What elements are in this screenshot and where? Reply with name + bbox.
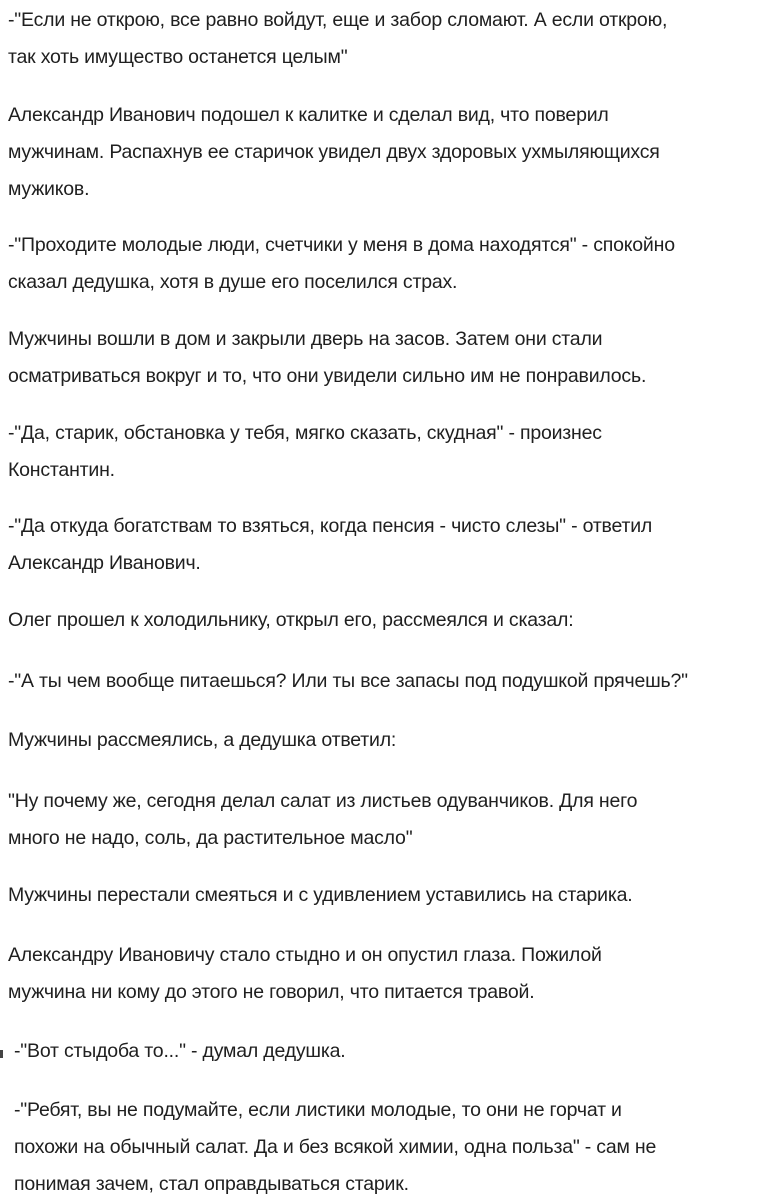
paragraph-3: -"Проходите молодые люди, счетчики у меня в дома находятся" - спокойно сказал дедушка, хотя в душе его поселился страх.: [8, 234, 675, 293]
paragraph-6: -"Да откуда богатствам то взяться, когда пенсия - чисто слезы" - ответил Александр Иванович.: [8, 515, 653, 574]
paragraph-11: Мужчины перестали смеяться и с удивлением уставились на старика.: [8, 884, 633, 906]
paragraph-5: -"Да, старик, обстановка у тебя, мягко сказать, скудная" - произнес Константин.: [8, 422, 602, 481]
paragraph-13: -"Вот стыдоба то..." - думал дедушка.: [14, 1040, 346, 1062]
left-edge-mark: [0, 1050, 3, 1058]
paragraph-9: Мужчины рассмеялись, а дедушка ответил:: [8, 729, 397, 751]
paragraph-10: "Ну почему же, сегодня делал салат из листьев одуванчиков. Для него много не надо, соль, да растительное масло": [8, 790, 638, 849]
paragraph-8: -"А ты чем вообще питаешься? Или ты все запасы под подушкой прячешь?": [8, 670, 688, 692]
paragraph-7: Олег прошел к холодильнику, открыл его, рассмеялся и сказал:: [8, 609, 574, 631]
paragraph-12: Александру Ивановичу стало стыдно и он опустил глаза. Пожилой мужчина ни кому до этого не говорил, что питается травой.: [8, 944, 602, 1003]
paragraph-1: -"Если не открою, все равно войдут, еще и забор сломают. А если открою, так хоть имущество останется целым": [8, 9, 668, 68]
paragraph-4: Мужчины вошли в дом и закрыли дверь на засов. Затем они стали осматриваться вокруг и то, что они увидели сильно им не понравилось.: [8, 328, 647, 387]
paragraph-14: -"Ребят, вы не подумайте, если листики молодые, то они не горчат и похожи на обычный салат. Да и без всякой химии, одна польза" - сам не понимая зачем, стал оправдываться старик.: [14, 1099, 657, 1195]
paragraph-2: Александр Иванович подошел к калитке и сделал вид, что поверил мужчинам. Распахнув ее старичок увидел двух здоровых ухмыляющихся мужиков.: [8, 104, 660, 200]
